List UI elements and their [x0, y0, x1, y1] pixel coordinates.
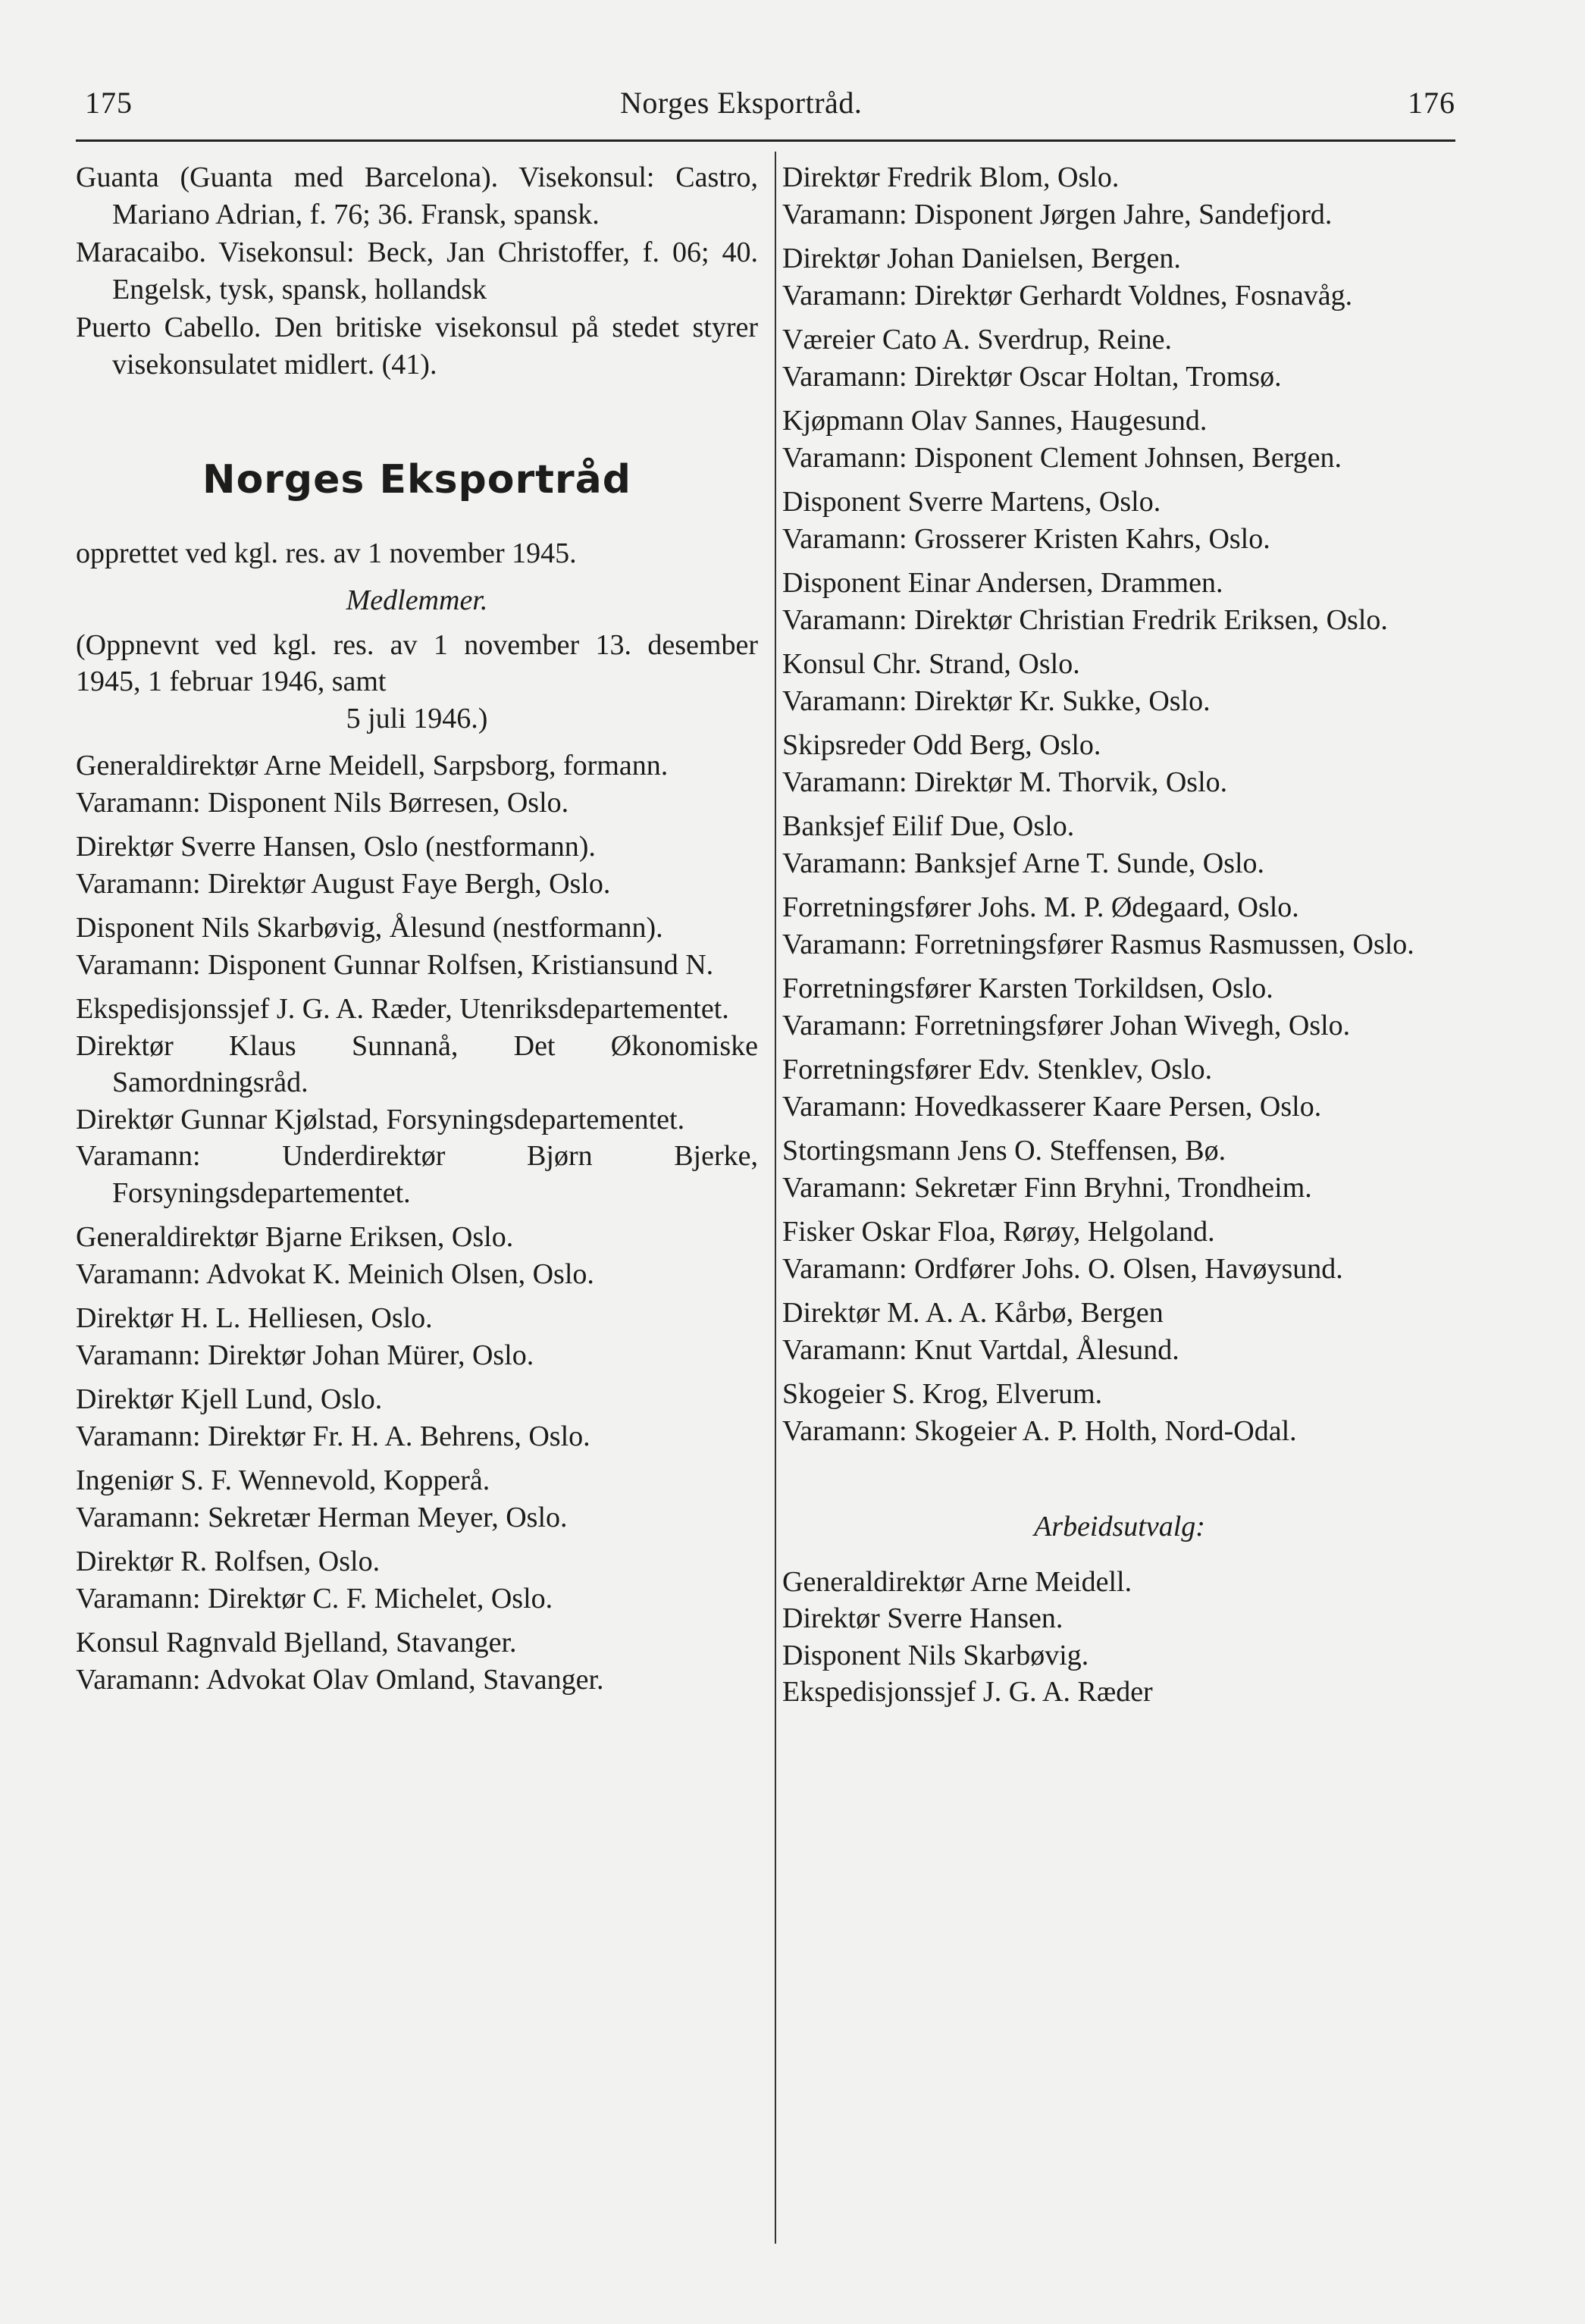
running-title: Norges Eksportråd.: [620, 86, 863, 120]
member-entry: [76, 1219, 758, 1292]
deputy-name: Direktør Christian Fredrik Eriksen, Oslo.: [914, 603, 1388, 636]
deputy-label: Varamann:: [76, 1339, 201, 1371]
deputy-line: [782, 1251, 1457, 1288]
deputy-line: [76, 1256, 758, 1293]
members-subheading: Medlemmer.: [346, 584, 488, 616]
deputy-line: [782, 1170, 1457, 1207]
member-entry: [76, 1300, 758, 1373]
member-name: Væreier Cato A. Sverdrup, Reine.: [782, 324, 1172, 355]
member-entry: [76, 1381, 758, 1455]
appointment-note: [76, 627, 758, 738]
deputy-label: Varamann:: [76, 1258, 201, 1290]
member-entry: [782, 402, 1457, 476]
deputy-line: [782, 1088, 1457, 1126]
member-list-right: [782, 159, 1457, 1449]
consulate-entry-guanta: Guanta (Guanta med Barcelona). Visekonsul: Castro, Mariano Adrian, f. 76; 36. Fransk, spansk.: [76, 161, 758, 230]
working-committee-member: Direktør Sverre Hansen.: [782, 1602, 1063, 1634]
member-list-left: [76, 747, 758, 1698]
member-entry: [782, 240, 1457, 314]
deputy-name: Direktør Gerhardt Voldnes, Fosnavåg.: [914, 279, 1353, 312]
deputy-name: Underdirektør Bjørn Bjerke, Forsyningsdepartementet.: [112, 1140, 758, 1209]
deputy-name: Direktør C. F. Michelet, Oslo.: [208, 1582, 553, 1615]
member-name: Kjøpmann Olav Sannes, Haugesund.: [782, 405, 1208, 437]
member-entry: [782, 1132, 1457, 1206]
deputy-line: [76, 1662, 758, 1699]
deputy-line: [76, 1499, 758, 1536]
working-committee-member: Ekspedisjonssjef J. G. A. Ræder: [782, 1676, 1153, 1708]
member-name: Direktør Johan Danielsen, Bergen.: [782, 243, 1181, 274]
member-name: Direktør Klaus Sunnanå, Det Økonomiske Samordningsråd.: [76, 1029, 758, 1098]
deputy-line: [76, 866, 758, 903]
member-entry: [782, 646, 1457, 719]
deputy-label: Varamann:: [76, 867, 201, 900]
deputy-label: Varamann:: [782, 1090, 907, 1123]
member-name: Disponent Einar Andersen, Drammen.: [782, 567, 1223, 599]
deputy-line: [782, 683, 1457, 720]
member-entry: [782, 1376, 1457, 1449]
deputy-label: Varamann:: [76, 786, 201, 819]
deputy-line: [782, 1413, 1457, 1450]
member-name: Direktør Fredrik Blom, Oslo.: [782, 161, 1120, 193]
deputy-name: Ordfører Johs. O. Olsen, Havøysund.: [914, 1252, 1343, 1285]
member-name: Forretningsfører Johs. M. P. Ødegaard, Oslo.: [782, 891, 1299, 923]
member-name: Ingeniør S. F. Wennevold, Kopperå.: [76, 1464, 490, 1496]
member-entry: [76, 910, 758, 983]
deputy-label: Varamann:: [782, 684, 907, 717]
member-entry: [782, 970, 1457, 1044]
deputy-line: [782, 440, 1457, 477]
deputy-name: Knut Vartdal, Ålesund.: [914, 1333, 1179, 1366]
appointment-note-last: 5 juli 1946.): [346, 702, 488, 734]
deputy-label: Varamann:: [782, 603, 907, 636]
deputy-line: [782, 764, 1457, 801]
deputy-name: Sekretær Finn Bryhni, Trondheim.: [914, 1171, 1312, 1204]
member-entry: [782, 159, 1457, 233]
deputy-label: Varamann:: [782, 279, 907, 312]
working-committee-member: Generaldirektør Arne Meidell.: [782, 1565, 1132, 1598]
deputy-label: Varamann:: [782, 1171, 907, 1204]
section-heading: Norges Eksportråd: [202, 457, 631, 503]
member-entry: [782, 1295, 1457, 1368]
deputy-line: [76, 947, 758, 984]
deputy-label: Varamann:: [782, 928, 907, 960]
deputy-line: [76, 1418, 758, 1455]
deputy-name: Direktør Oscar Holtan, Tromsø.: [914, 360, 1282, 393]
deputy-name: Direktør August Faye Bergh, Oslo.: [208, 867, 611, 900]
running-header: [76, 85, 1455, 130]
deputy-name: Skogeier A. P. Holth, Nord-Odal.: [914, 1414, 1297, 1447]
member-name: Banksjef Eilif Due, Oslo.: [782, 810, 1075, 842]
deputy-label: Varamann:: [76, 1663, 201, 1696]
consulate-entry-maracaibo: Maracaibo. Visekonsul: Beck, Jan Christoffer, f. 06; 40. Engelsk, tysk, spansk, hollandsk: [76, 236, 758, 305]
page-number-left: 175: [85, 86, 133, 120]
deputy-label: Varamann:: [76, 1582, 201, 1615]
deputy-label: Varamann:: [782, 1009, 907, 1041]
member-name: Direktør Sverre Hansen, Oslo (nestformann).: [76, 831, 596, 863]
deputy-line: [782, 359, 1457, 396]
consulate-entry-puerto-cabello: Puerto Cabello. Den britiske visekonsul på stedet styrer visekonsulatet midlert. (41).: [76, 312, 758, 381]
deputy-name: Disponent Gunnar Rolfsen, Kristiansund N.: [208, 948, 714, 981]
deputy-name: Direktør M. Thorvik, Oslo.: [914, 766, 1228, 798]
deputy-line: [782, 521, 1457, 558]
member-entry: [76, 1543, 758, 1617]
member-name: Forretningsfører Karsten Torkildsen, Oslo.: [782, 973, 1273, 1004]
deputy-label: Varamann:: [782, 766, 907, 798]
member-name: Generaldirektør Bjarne Eriksen, Oslo.: [76, 1221, 514, 1253]
deputy-name: Advokat K. Meinich Olsen, Oslo.: [206, 1258, 594, 1290]
deputy-line: [76, 1580, 758, 1618]
member-name: Direktør Kjell Lund, Oslo.: [76, 1383, 383, 1415]
working-committee-list: [782, 1564, 1457, 1711]
deputy-label: Varamann:: [782, 1414, 907, 1447]
member-name: Ekspedisjonssjef J. G. A. Ræder, Utenriksdepartementet.: [76, 993, 729, 1025]
member-name: Direktør R. Rolfsen, Oslo.: [76, 1546, 381, 1577]
member-entry: [782, 321, 1457, 395]
deputy-line: [782, 1007, 1457, 1045]
member-entry: [76, 1624, 758, 1698]
member-name: Generaldirektør Arne Meidell, Sarpsborg, formann.: [76, 750, 669, 781]
deputy-label: Varamann:: [782, 522, 907, 555]
member-name: Forretningsfører Edv. Stenklev, Oslo.: [782, 1054, 1213, 1085]
member-name: Direktør H. L. Helliesen, Oslo.: [76, 1302, 433, 1334]
deputy-name: Banksjef Arne T. Sunde, Oslo.: [914, 847, 1265, 879]
section-intro: opprettet ved kgl. res. av 1 november 1945.: [76, 537, 577, 569]
member-name: Skipsreder Odd Berg, Oslo.: [782, 729, 1101, 761]
member-entry: [782, 889, 1457, 963]
deputy-label: Varamann:: [76, 948, 201, 981]
right-column: [782, 159, 1457, 1711]
header-rule: [76, 139, 1455, 142]
deputy-name: Forretningsfører Johan Wivegh, Oslo.: [914, 1009, 1351, 1041]
member-entry: [76, 1101, 758, 1212]
deputy-name: Sekretær Herman Meyer, Oslo.: [208, 1501, 568, 1533]
member-entry: [782, 1051, 1457, 1125]
appointment-note-main: (Oppnevnt ved kgl. res. av 1 november 13. desember 1945, 1 februar 1946, samt: [76, 628, 758, 697]
deputy-line: [782, 602, 1457, 639]
deputy-line: [782, 845, 1457, 882]
member-name: Skogeier S. Krog, Elverum.: [782, 1378, 1103, 1410]
member-name: Konsul Ragnvald Bjelland, Stavanger.: [76, 1627, 517, 1658]
deputy-line: [782, 196, 1457, 233]
deputy-label: Varamann:: [782, 360, 907, 393]
working-committee-heading: Arbeidsutvalg:: [1034, 1511, 1205, 1543]
member-entry: [76, 1028, 758, 1101]
member-entry: [782, 808, 1457, 882]
member-entry: [782, 1214, 1457, 1287]
deputy-line: [76, 785, 758, 822]
deputy-label: Varamann:: [782, 1333, 907, 1366]
member-name: Konsul Chr. Strand, Oslo.: [782, 648, 1080, 680]
left-column: [76, 159, 758, 1705]
deputy-label: Varamann:: [76, 1420, 201, 1452]
member-entry: [782, 565, 1457, 638]
deputy-label: Varamann:: [782, 198, 907, 230]
deputy-line: [76, 1138, 758, 1211]
deputy-name: Direktør Kr. Sukke, Oslo.: [914, 684, 1211, 717]
deputy-name: Disponent Jørgen Jahre, Sandefjord.: [914, 198, 1333, 230]
deputy-name: Hovedkasserer Kaare Persen, Oslo.: [914, 1090, 1322, 1123]
deputy-name: Direktør Fr. H. A. Behrens, Oslo.: [208, 1420, 590, 1452]
deputy-label: Varamann:: [782, 847, 907, 879]
member-name: Disponent Sverre Martens, Oslo.: [782, 486, 1161, 518]
member-name: Direktør M. A. A. Kårbø, Bergen: [782, 1297, 1164, 1329]
deputy-name: Disponent Clement Johnsen, Bergen.: [914, 441, 1342, 474]
deputy-line: [782, 277, 1457, 315]
member-entry: [76, 991, 758, 1028]
member-name: Disponent Nils Skarbøvig, Ålesund (nestformann).: [76, 912, 663, 944]
member-entry: [782, 484, 1457, 557]
deputy-line: [782, 1332, 1457, 1369]
member-entry: [76, 747, 758, 821]
member-name: Fisker Oskar Floa, Rørøy, Helgoland.: [782, 1216, 1215, 1248]
member-entry: [76, 828, 758, 902]
deputy-label: Varamann:: [76, 1140, 201, 1172]
deputy-line: [76, 1337, 758, 1374]
working-committee-member: Disponent Nils Skarbøvig.: [782, 1639, 1089, 1671]
page-number-right: 176: [1408, 86, 1455, 120]
deputy-line: [782, 926, 1457, 963]
member-entry: [76, 1462, 758, 1536]
deputy-name: Disponent Nils Børresen, Oslo.: [208, 786, 569, 819]
deputy-name: Grosserer Kristen Kahrs, Oslo.: [914, 522, 1270, 555]
member-name: Stortingsmann Jens O. Steffensen, Bø.: [782, 1135, 1226, 1167]
deputy-name: Forretningsfører Rasmus Rasmussen, Oslo.: [914, 928, 1414, 960]
deputy-label: Varamann:: [782, 1252, 907, 1285]
deputy-name: Direktør Johan Mürer, Oslo.: [208, 1339, 534, 1371]
deputy-name: Advokat Olav Omland, Stavanger.: [206, 1663, 604, 1696]
deputy-label: Varamann:: [782, 441, 907, 474]
member-name: Direktør Gunnar Kjølstad, Forsyningsdepartementet.: [76, 1103, 685, 1135]
column-divider: [775, 152, 776, 2244]
deputy-label: Varamann:: [76, 1501, 201, 1533]
member-entry: [782, 727, 1457, 800]
